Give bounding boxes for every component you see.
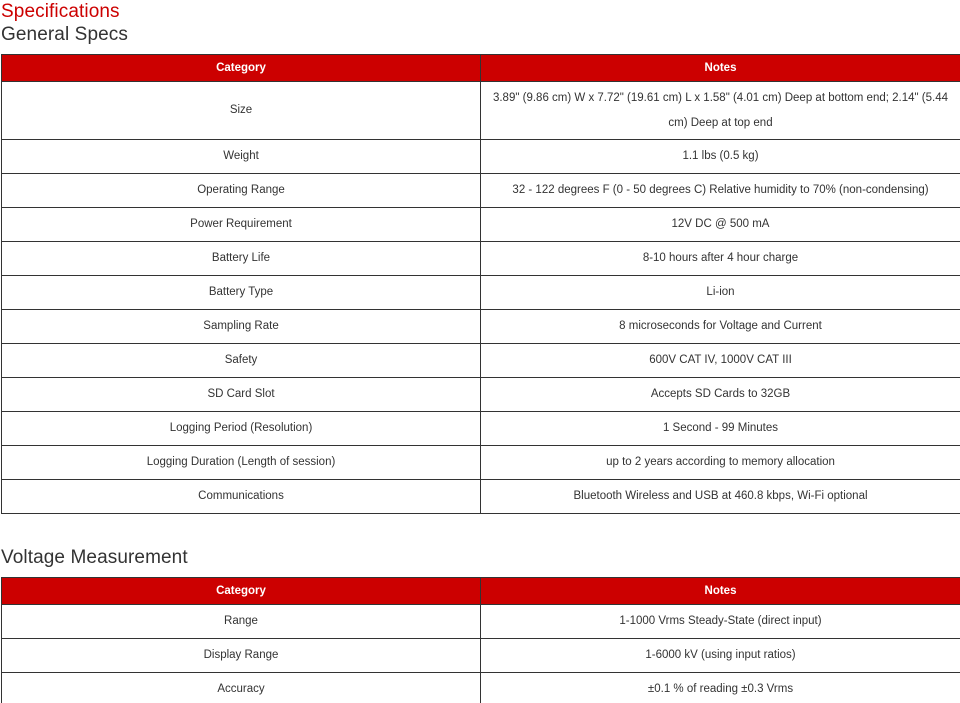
table-header-row xyxy=(2,55,960,82)
category-cell: Accuracy xyxy=(2,673,481,703)
notes-cell: 1-1000 Vrms Steady-State (direct input) xyxy=(481,605,960,639)
table-row xyxy=(2,276,960,310)
table-row xyxy=(2,310,960,344)
notes-cell: 8 microseconds for Voltage and Current xyxy=(481,310,960,344)
notes-cell: up to 2 years according to memory allocation xyxy=(481,446,960,480)
table-row xyxy=(2,242,960,276)
category-cell: Safety xyxy=(2,344,481,378)
table-row xyxy=(2,378,960,412)
category-cell: Battery Life xyxy=(2,242,481,276)
notes-column-header: Notes xyxy=(481,578,960,605)
notes-cell: 3.89" (9.86 cm) W x 7.72" (19.61 cm) L x 1.58" (4.01 cm) Deep at bottom end; 2.14" (5.44 cm) Deep at top end xyxy=(481,82,960,140)
table-row xyxy=(2,344,960,378)
general-specs-table xyxy=(1,54,960,514)
table-row xyxy=(2,480,960,514)
category-cell: Range xyxy=(2,605,481,639)
category-cell: Display Range xyxy=(2,639,481,673)
notes-cell: 1.1 lbs (0.5 kg) xyxy=(481,140,960,174)
notes-cell: 8-10 hours after 4 hour charge xyxy=(481,242,960,276)
category-cell: Weight xyxy=(2,140,481,174)
table-row xyxy=(2,673,960,703)
notes-cell: 1 Second - 99 Minutes xyxy=(481,412,960,446)
notes-cell: 32 - 122 degrees F (0 - 50 degrees C) Relative humidity to 70% (non-condensing) xyxy=(481,174,960,208)
notes-cell: Li-ion xyxy=(481,276,960,310)
notes-column-header: Notes xyxy=(481,55,960,82)
table-row xyxy=(2,412,960,446)
table-row xyxy=(2,140,960,174)
category-column-header: Category xyxy=(2,578,481,605)
category-cell: SD Card Slot xyxy=(2,378,481,412)
notes-cell: 12V DC @ 500 mA xyxy=(481,208,960,242)
voltage-measurement-table xyxy=(1,577,960,703)
category-cell: Communications xyxy=(2,480,481,514)
specifications-heading: Specifications xyxy=(1,1,120,22)
category-cell: Sampling Rate xyxy=(2,310,481,344)
category-column-header: Category xyxy=(2,55,481,82)
table-row xyxy=(2,605,960,639)
category-cell: Power Requirement xyxy=(2,208,481,242)
notes-cell: 1-6000 kV (using input ratios) xyxy=(481,639,960,673)
table-row xyxy=(2,446,960,480)
notes-cell: ±0.1 % of reading ±0.3 Vrms xyxy=(481,673,960,703)
category-cell: Size xyxy=(2,82,481,140)
notes-cell: Bluetooth Wireless and USB at 460.8 kbps, Wi-Fi optional xyxy=(481,480,960,514)
notes-cell: 600V CAT IV, 1000V CAT III xyxy=(481,344,960,378)
table-row xyxy=(2,82,960,140)
table-row xyxy=(2,639,960,673)
voltage-measurement-title: Voltage Measurement xyxy=(1,547,188,568)
table-row xyxy=(2,174,960,208)
notes-cell: Accepts SD Cards to 32GB xyxy=(481,378,960,412)
category-cell: Logging Duration (Length of session) xyxy=(2,446,481,480)
table-row xyxy=(2,208,960,242)
general-specs-title: General Specs xyxy=(1,24,128,45)
category-cell: Operating Range xyxy=(2,174,481,208)
table-header-row xyxy=(2,578,960,605)
category-cell: Logging Period (Resolution) xyxy=(2,412,481,446)
category-cell: Battery Type xyxy=(2,276,481,310)
